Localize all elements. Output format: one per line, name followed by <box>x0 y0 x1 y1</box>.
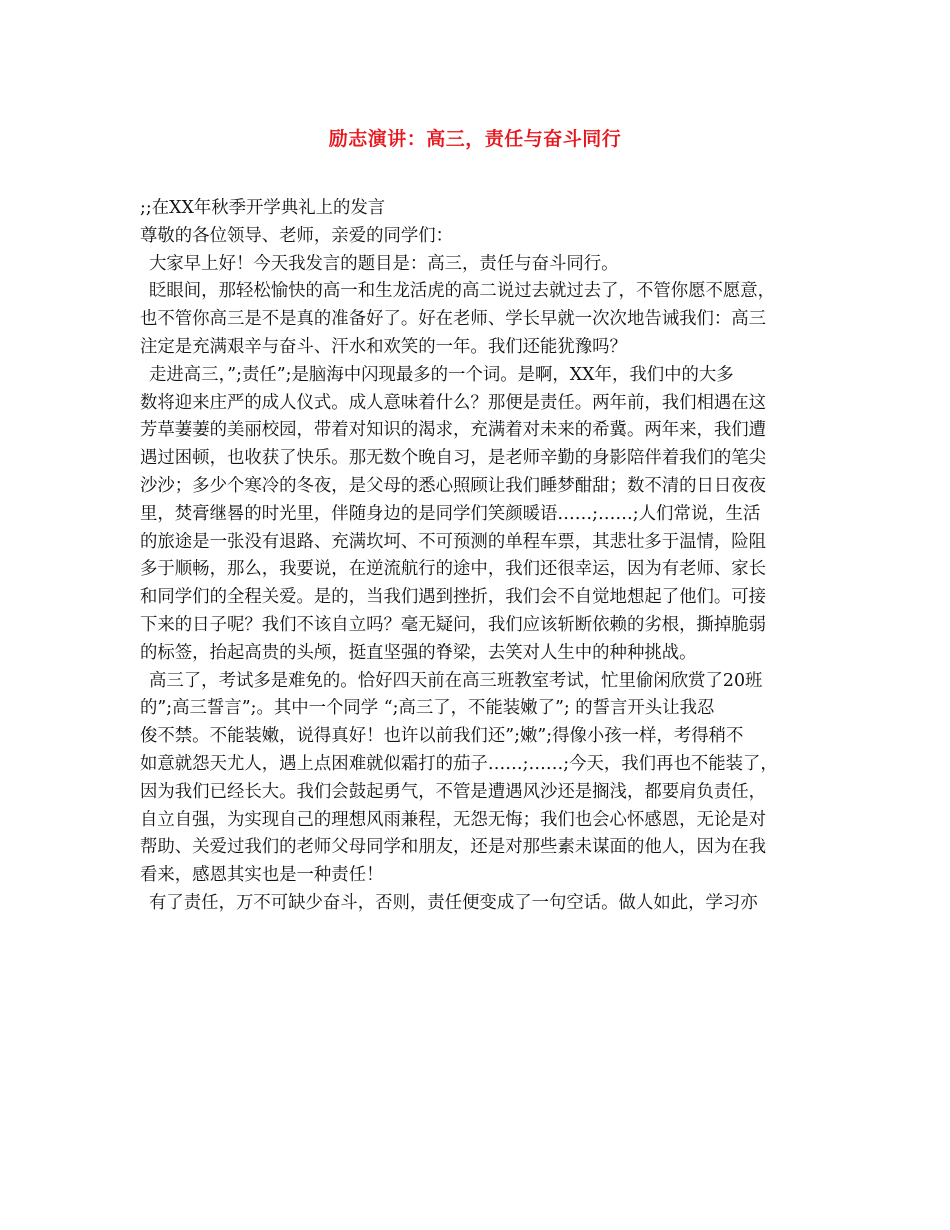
body-line: 数将迎来庄严的成人仪式。成人意味着什么？那便是责任。两年前，我们相遇在这 <box>140 392 767 413</box>
body-line: 芳草萋萋的美丽校园，带着对知识的渴求，充满着对未来的希冀。两年来，我们遭 <box>140 420 767 441</box>
body-line: 也不管你高三是不是真的准备好了。好在老师、学长早就一次次地告诫我们：高三 <box>140 309 767 330</box>
body-line: 的旅途是一张没有退路、充满坎坷、不可预测的单程车票，其悲壮多于温情，险阻 <box>140 531 767 552</box>
body-line: 下来的日子呢？我们不该自立吗？毫无疑问，我们应该斩断依赖的劣根，撕掉脆弱 <box>140 614 767 635</box>
body-line: 因为我们已经长大。我们会鼓起勇气，不管是遭遇风沙还是搁浅，都要肩负责任， <box>140 781 767 802</box>
body-line: 的”;高三誓言”;。其中一个同学 “;高三了，不能装嫩了”; 的誓言开头让我忍 <box>140 698 715 719</box>
body-line: 高三了，考试多是难免的。恰好四天前在高三班教室考试，忙里偷闲欣赏了20班 <box>149 670 763 691</box>
body-line: 里，焚膏继晷的时光里，伴随身边的是同学们笑颜暖语……;……;人们常说，生活 <box>140 503 761 524</box>
body-line: 如意就怨天尤人，遇上点困难就似霜打的茄子……;……;今天，我们再也不能装了， <box>140 753 778 774</box>
body-line: 俊不禁。不能装嫩，说得真好！也许以前我们还”;嫩”;得像小孩一样，考得稍不 <box>140 726 744 747</box>
body-line: 有了责任，万不可缺少奋斗，否则，责任便变成了一句空话。做人如此，学习亦 <box>149 892 758 913</box>
body-line: 眨眼间，那轻松愉快的高一和生龙活虎的高二说过去就过去了，不管你愿不愿意， <box>149 281 776 302</box>
body-line: 自立自强，为实现自己的理想风雨兼程，无怨无悔；我们也会心怀感恩，无论是对 <box>140 809 767 830</box>
body-line: 帮助、关爱过我们的老师父母同学和朋友，还是对那些素未谋面的他人，因为在我 <box>140 837 767 858</box>
body-line: 注定是充满艰辛与奋斗、汗水和欢笑的一年。我们还能犹豫吗？ <box>140 336 627 357</box>
body-line: 的标签，抬起高贵的头颅，挺直坚强的脊梁，去笑对人生中的种种挑战。 <box>140 642 697 663</box>
body-line: 看来，感恩其实也是一种责任！ <box>140 865 384 886</box>
body-line: 多于顺畅，那么，我要说，在逆流航行的途中，我们还很幸运，因为有老师、家长 <box>140 559 767 580</box>
body-line: ;;在XX年秋季开学典礼上的发言 <box>140 198 386 218</box>
body-line: 沙沙；多少个寒冷的冬夜，是父母的悉心照顾让我们睡梦酣甜；数不清的日日夜夜 <box>140 475 767 496</box>
body-line: 和同学们的全程关爱。是的，当我们遇到挫折，我们会不自觉地想起了他们。可接 <box>140 587 767 608</box>
body-line: 大家早上好！今天我发言的题目是：高三，责任与奋斗同行。 <box>149 253 619 274</box>
body-line: 走进高三，”;责任”;是脑海中闪现最多的一个词。是啊，XX年，我们中的大多 <box>149 364 734 385</box>
body-line: 遇过困顿，也收获了快乐。那无数个晚自习，是老师辛勤的身影陪伴着我们的笔尖 <box>140 448 767 469</box>
document-title: 励志演讲：高三，责任与奋斗同行 <box>328 128 622 150</box>
body-line: 尊敬的各位领导、老师，亲爱的同学们： <box>140 225 454 246</box>
document-body <box>140 195 820 918</box>
